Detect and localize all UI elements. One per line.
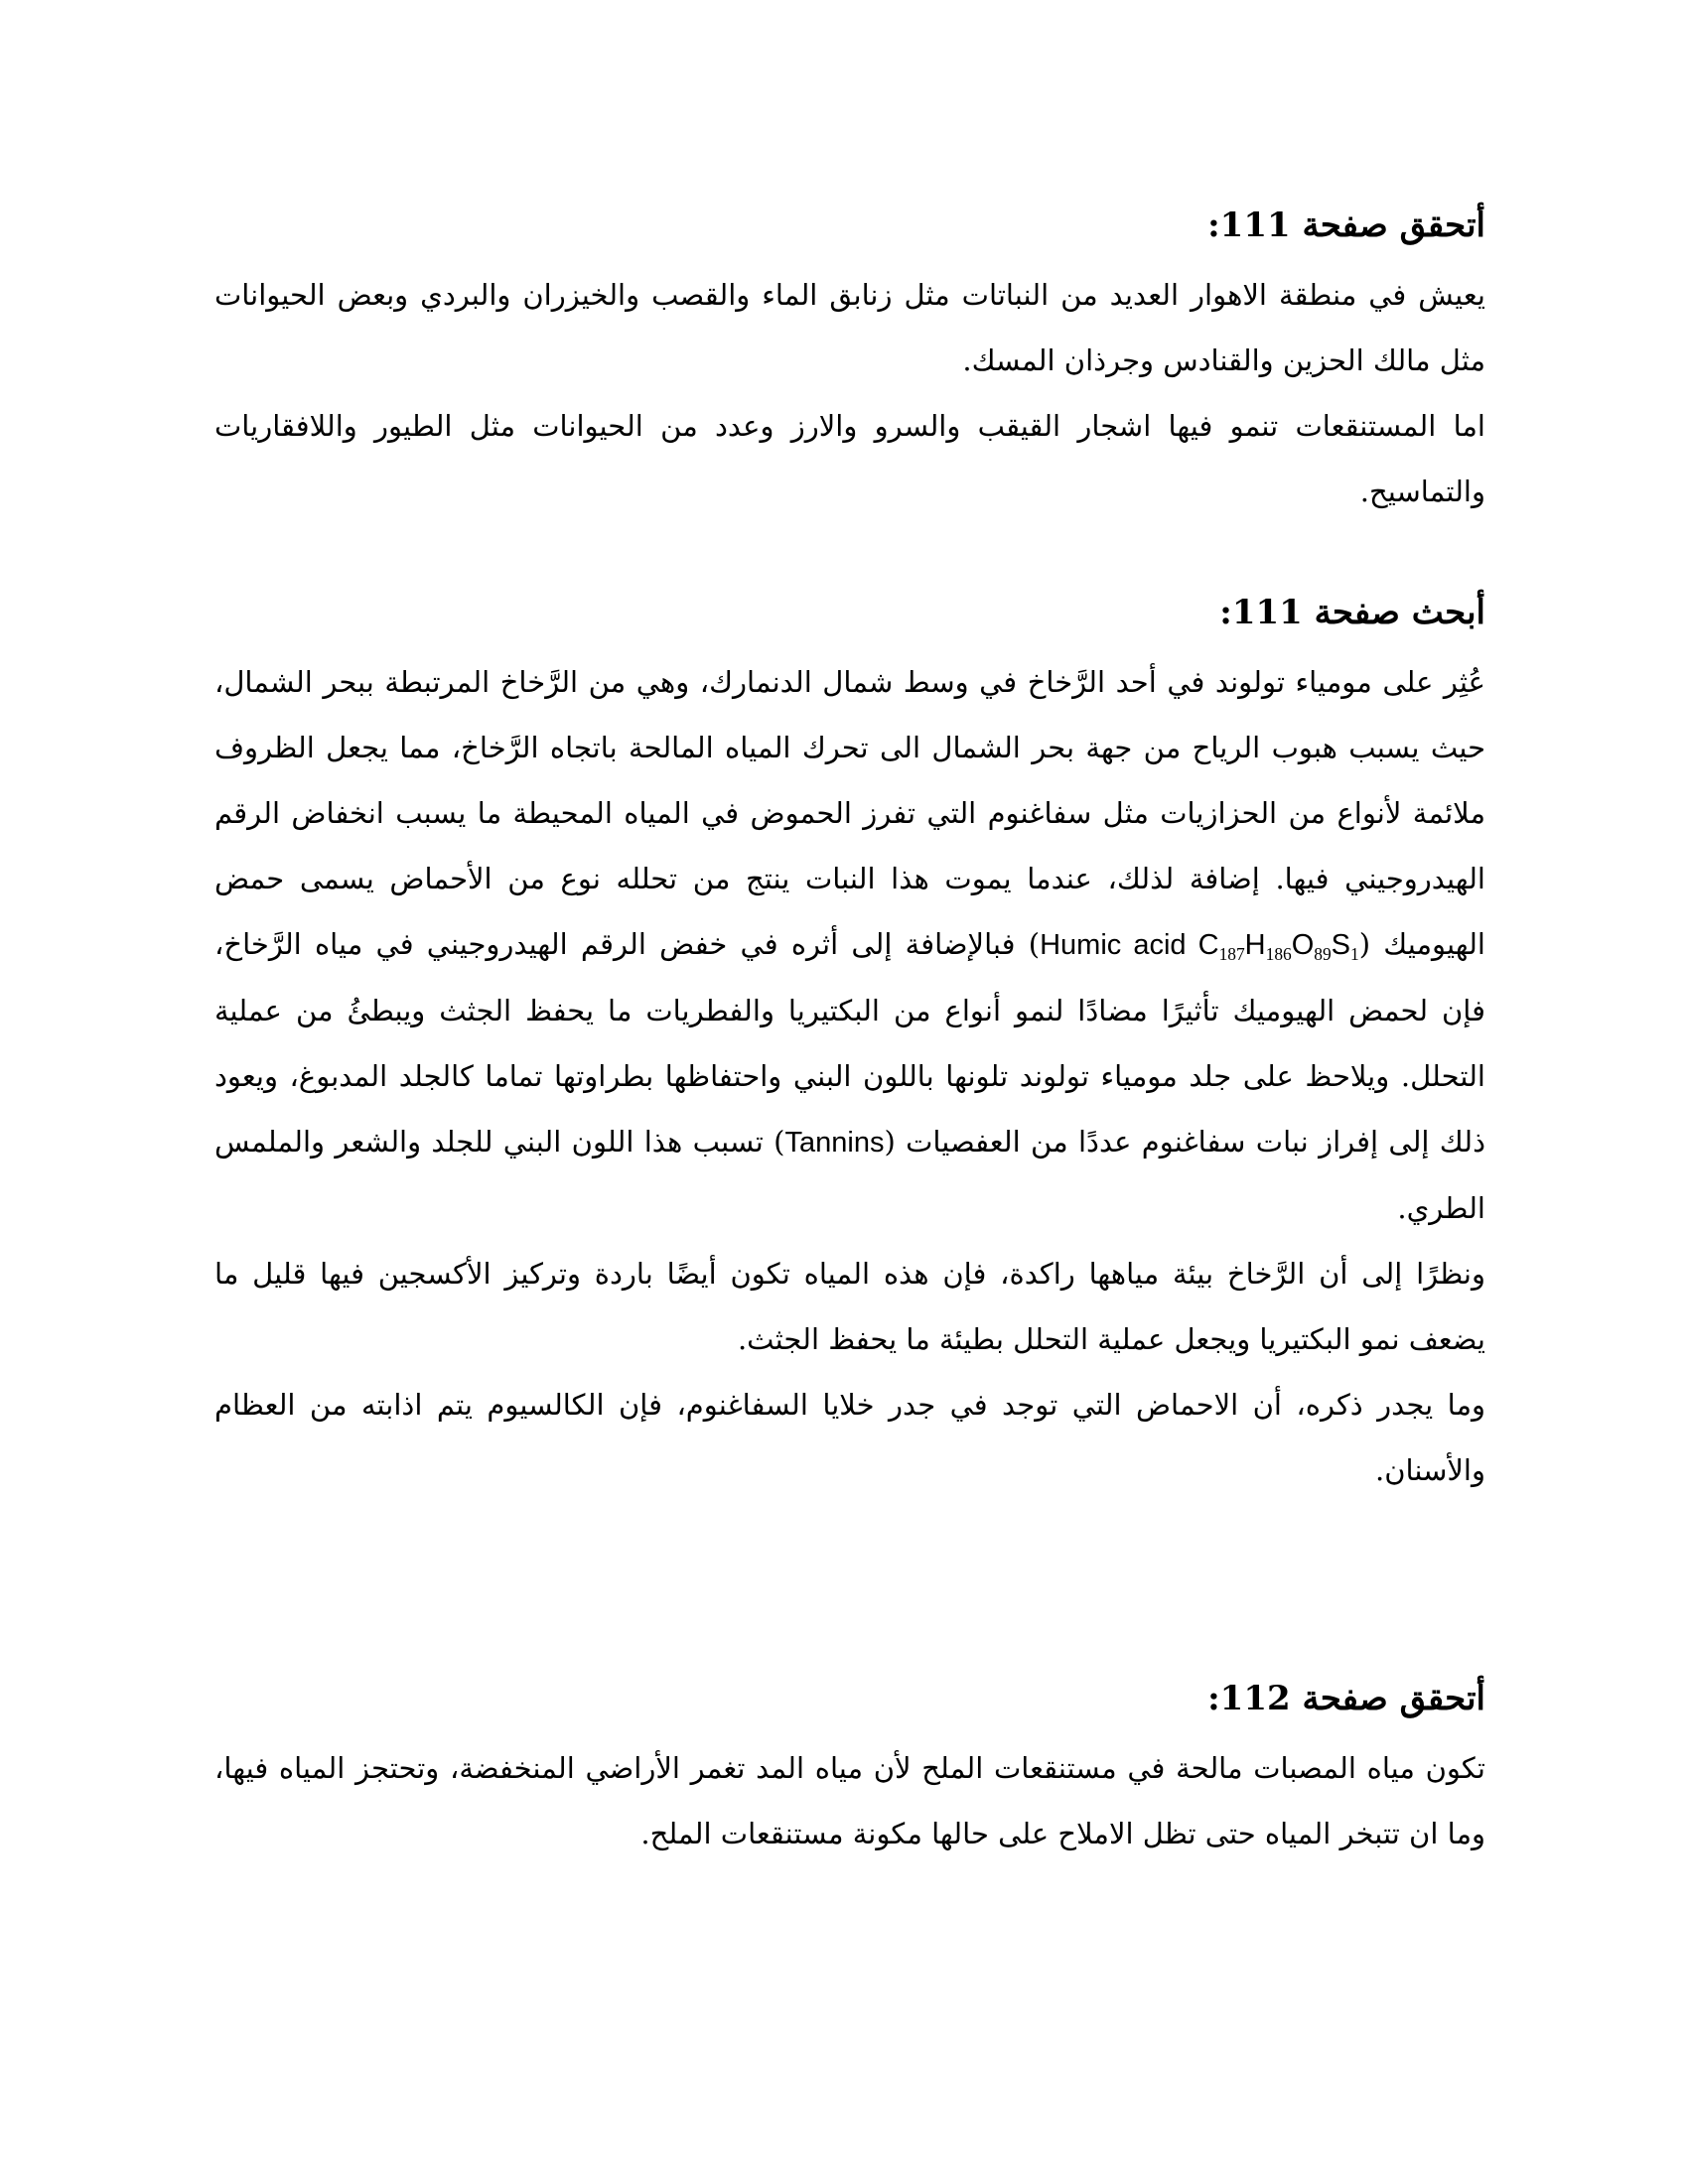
section-research-111 [214, 586, 1485, 1503]
paragraph: اما المستنقعات تنمو فيها اشجار القيقب والسرو والارز وعدد من الحيوانات مثل الطيور واللافقاريات والتماسيح. [214, 409, 1485, 508]
humic-acid-formula [1040, 929, 1359, 965]
paragraph-text: ) تسبب هذا اللون البني للجلد والشعر والملمس الطري. [214, 1125, 1485, 1225]
paragraph-text: ) فبالإضافة إلى أثره في خفض الرقم الهيدروجيني في مياه الرَّخاخ، فإن لحمض الهيوميك تأثيرًا مضادًا لنمو أنواع من البكتيريا والفطريات ما يحفظ الجثث ويبطئُ من عملية التحلل. ويلاحظ على جلد مومياء تولوند تلونها باللون البني واحتفاظها بطراوتها تماما كالجلد المدبوغ، ويعود ذلك إلى إفراز نبات سفاغنوم عددًا من العفصيات ( [214, 927, 1485, 1159]
formula-subscript: 1 [1350, 944, 1359, 965]
paragraph: وما يجدر ذكره، أن الاحماض التي توجد في جدر خلايا السفاغنوم، فإن الكالسيوم يتم اذابته من العظام والأسنان. [214, 1388, 1485, 1487]
paragraph: يعيش في منطقة الاهوار العديد من النباتات مثل زنابق الماء والقصب والخيزران والبردي وبعض الحيوانات مثل مالك الحزين والقنادس وجرذان المسك. [214, 278, 1485, 377]
formula-name: Humic acid [1040, 929, 1187, 961]
formula-element: O [1291, 929, 1315, 961]
paragraph-text: عُثِر على مومياء تولوند في أحد الرَّخاخ في وسط شمال الدنمارك، وهي من الرَّخاخ المرتبطة ببحر الشمال، حيث يسبب هبوب الرياح من جهة بحر الشمال الى تحرك المياه المالحة باتجاه الرَّخاخ، مما يجعل الظروف ملائمة لأنواع من الحزازيات مثل سفاغنوم التي تفرز الحموض في المياه المحيطة ما يسبب انخفاض الرقم الهيدروجيني فيها. إضافة لذلك، عندما يموت هذا النبات ينتج من تحلله نوع من الأحماض يسمى حمض الهيوميك ( [214, 665, 1485, 961]
paragraph [214, 649, 1485, 1241]
formula-subscript: 186 [1265, 944, 1292, 965]
section-heading: أتحقق صفحة 112: [1207, 1679, 1485, 1718]
formula-element: H [1244, 929, 1266, 961]
section-check-111 [214, 199, 1485, 524]
formula-subscript: 187 [1218, 944, 1245, 965]
formula-element: C [1197, 929, 1219, 961]
section-heading: أتحقق صفحة 111: [1207, 205, 1485, 245]
section-heading: أبحث صفحة 111: [1219, 593, 1485, 632]
paragraph: تكون مياه المصبات مالحة في مستنقعات الملح لأن مياه المد تغمر الأراضي المنخفضة، وتحتجز المياه فيها، وما ان تتبخر المياه حتى تظل الاملاح على حالها مكونة مستنقعات الملح. [214, 1751, 1485, 1850]
section-check-112 [214, 1672, 1485, 1866]
formula-element: S [1331, 929, 1351, 961]
document-page [214, 199, 1485, 1866]
tannins-term: Tannins [784, 1127, 885, 1159]
paragraph: ونظرًا إلى أن الرَّخاخ بيئة مياهها راكدة، فإن هذه المياه تكون أيضًا باردة وتركيز الأكسجين فيها قليل ما يضعف نمو البكتيريا ويجعل عملية التحلل بطيئة ما يحفظ الجثث. [214, 1257, 1485, 1356]
formula-subscript: 89 [1314, 944, 1332, 965]
